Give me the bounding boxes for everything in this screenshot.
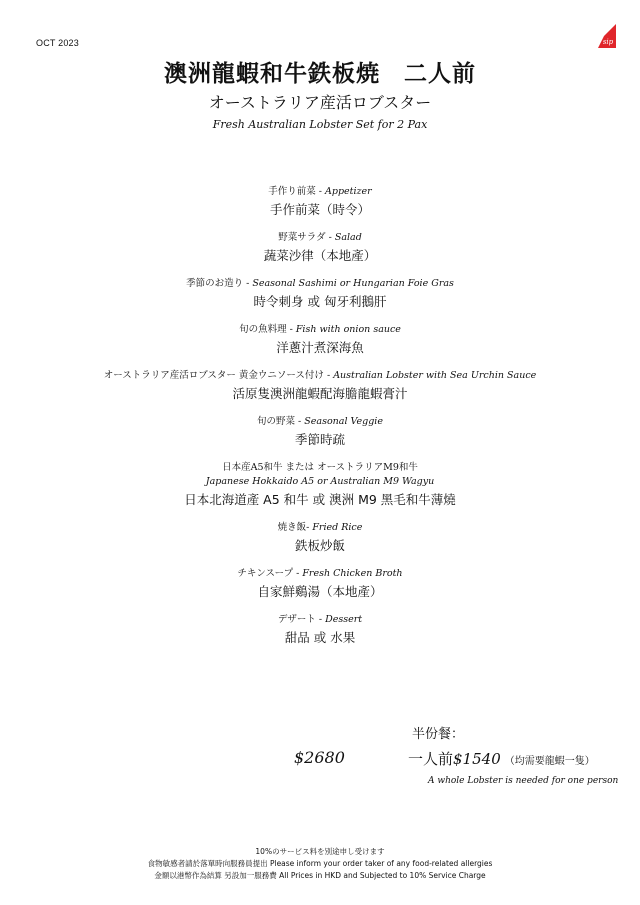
course-sub-jp: デザート - (277, 614, 326, 625)
course-item-lobster (0, 369, 640, 404)
course-sub-jp: 旬の魚料理 - (239, 324, 296, 335)
course-subtitle (0, 231, 640, 245)
course-sub-jp: 野菜サラダ - (278, 232, 335, 243)
course-item-sashimi (0, 277, 640, 312)
logo-text: sip (602, 38, 614, 46)
course-item-dessert (0, 613, 640, 648)
course-sub-jp: チキンスープ - (237, 568, 303, 579)
course-sub-en: Dessert (325, 614, 363, 625)
set-price: $2680 (294, 748, 345, 767)
restaurant-logo (596, 22, 618, 50)
service-charge-note-jp: 10%のサービス料を別途申し受けます (255, 847, 385, 856)
course-subtitle (0, 323, 640, 337)
menu-footer (0, 846, 640, 882)
pricing-section (0, 720, 640, 800)
course-item-fish (0, 323, 640, 358)
course-list (0, 185, 640, 659)
course-subtitle (0, 461, 640, 475)
course-name: 日本北海道產 A5 和牛 或 澳洲 M9 黑毛和牛薄燒 (184, 492, 456, 507)
half-portion-label: 半份餐： (412, 727, 465, 742)
menu-header (0, 58, 640, 134)
course-name: 甜品 或 水果 (284, 630, 356, 645)
course-name: 手作前菜（時令） (269, 202, 370, 217)
course-name: 活原隻澳洲龍蝦配海膽龍蝦膏汁 (232, 386, 408, 401)
course-name: 蔬菜沙律（本地產） (263, 248, 377, 263)
title-japanese: オーストラリア産活ロブスター (208, 93, 432, 112)
half-portion-amount: $1540 (453, 750, 501, 768)
course-sub-en: Seasonal Veggie (304, 416, 383, 427)
course-item-salad (0, 231, 640, 266)
half-portion-prefix: 一人前 (408, 750, 454, 768)
course-subtitle (0, 415, 640, 429)
course-sub-en: Australian Lobster with Sea Urchin Sauce (333, 370, 537, 381)
course-sub-en: Seasonal Sashimi or Hungarian Foie Gras (252, 278, 454, 289)
course-item-veggie (0, 415, 640, 450)
course-sub-jp: オーストラリア産活ロブスター 黄金ウニソース付け - (103, 370, 334, 381)
course-subtitle (0, 277, 640, 291)
course-subtitle (0, 521, 640, 535)
half-portion-price (408, 748, 595, 769)
course-item-wagyu (0, 461, 640, 510)
course-sub-jp: 旬の野菜 - (257, 416, 305, 427)
course-name: 自家鮮鷄湯（本地產） (257, 584, 383, 599)
course-name: 鉄板炒飯 (294, 538, 345, 553)
menu-date: OCT 2023 (36, 38, 79, 48)
allergy-note: 食物敏感者請於落單時向服務員提出 Please inform your order taker of any food-related allergies (147, 859, 493, 868)
title-english: Fresh Australian Lobster Set for 2 Pax (212, 118, 428, 131)
course-sub-en: Appetizer (325, 186, 372, 197)
course-item-rice (0, 521, 640, 556)
course-name: 時令刺身 或 匈牙利鵝肝 (253, 294, 387, 309)
course-item-appetizer (0, 185, 640, 220)
currency-note: 金額以港幣作為結算 另設加一服務費 All Prices in HKD and Subjected to 10% Service Charge (154, 871, 486, 880)
course-subtitle (0, 185, 640, 199)
course-sub-en: Salad (334, 232, 362, 243)
course-sub-jp: 手作り前菜 - (268, 186, 326, 197)
course-subtitle (0, 369, 640, 383)
course-sub-jp: 季節のお造り - (186, 278, 253, 289)
course-item-soup (0, 567, 640, 602)
course-subtitle-en (0, 475, 640, 489)
course-subtitle (0, 567, 640, 581)
course-sub-en: Japanese Hokkaido A5 or Australian M9 Wagyu (205, 476, 435, 487)
half-portion-note: （均需要龍蝦一隻） (504, 756, 595, 767)
course-name: 季節時疏 (294, 432, 345, 447)
course-name: 洋蔥汁煮深海魚 (276, 340, 364, 355)
course-subtitle (0, 613, 640, 627)
course-sub-jp: 日本産A5和牛 または オーストラリアM9和牛 (222, 462, 418, 473)
course-sub-en: Fresh Chicken Broth (302, 568, 403, 579)
course-sub-en: Fish with onion sauce (295, 324, 401, 335)
title-chinese: 澳洲龍蝦和牛鉄板焼 二人前 (164, 61, 476, 87)
half-portion-note-en: A whole Lobster is needed for one person (428, 776, 619, 786)
course-sub-jp: 焼き飯- (277, 522, 313, 533)
course-sub-en: Fried Rice (312, 522, 363, 533)
